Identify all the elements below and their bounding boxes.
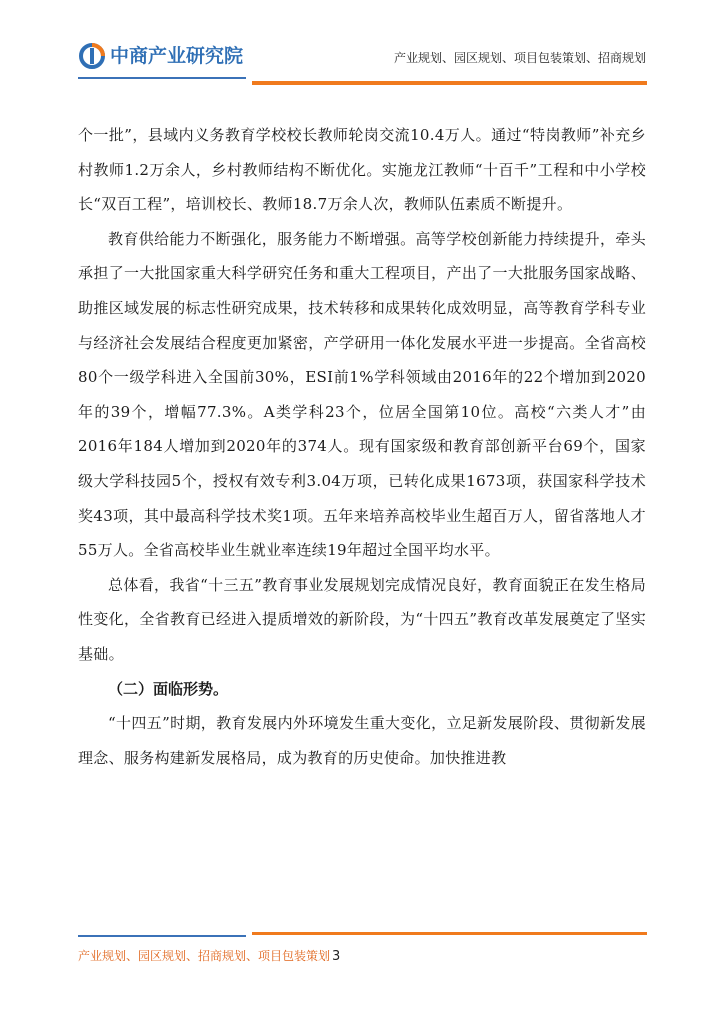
header-tagline: 产业规划、园区规划、项目包装策划、招商规划	[393, 51, 646, 65]
paragraph-teachers: 个一批”，县域内义务教育学校校长教师轮岗交流10.4万人。通过“特岗教师”补充乡村教师1.2万余人，乡村教师结构不断优化。实施龙江教师“十百千”工程和中小学校长“双百工程”，培训校长、教师18.7万余人次，教师队伍素质不断提升。	[78, 126, 646, 214]
page-header	[0, 0, 724, 90]
logo-text: 中商产业研究院	[110, 45, 244, 67]
paragraph-situation: “十四五”时期，教育发展内外环境发生重大变化，立足新发展阶段、贯彻新发展理念、服务构建新发展格局，成为教育的历史使命。加快推进教	[78, 714, 646, 767]
logo-icon	[78, 42, 106, 70]
footer-divider-orange	[252, 932, 647, 935]
paragraph-summary: 总体看，我省“十三五”教育事业发展规划完成情况良好，教育面貌正在发生格局性变化，全省教育已经进入提质增效的新阶段，为“十四五”教育改革发展奠定了坚实基础。	[78, 575, 646, 663]
header-divider-orange	[252, 81, 647, 85]
footer-divider-blue	[78, 935, 246, 937]
page-number: 3	[332, 949, 341, 964]
company-logo	[78, 42, 243, 70]
page-footer	[78, 947, 340, 964]
section-heading: （二）面临形势。	[108, 679, 229, 698]
footer-text: 产业规划、园区规划、招商规划、项目包装策划	[78, 949, 331, 963]
header-divider-blue	[78, 77, 246, 79]
document-body	[78, 118, 646, 775]
paragraph-higher-education: 教育供给能力不断强化，服务能力不断增强。高等学校创新能力持续提升，牵头承担了一大批国家重大科学研究任务和重大工程项目，产出了一大批服务国家战略、助推区域发展的标志性研究成果，技术转移和成果转化成效明显，高等教育学科专业与经济社会发展结合程度更加紧密，产学研用一体化发展水平进一步提高。全省高校80个一级学科进入全国前30%，ESI前1%学科领域由2016年的22个增加到2020年的39个，增幅77.3%。A类学科23个，位居全国第10位。高校“六类人才”由2016年184人增加到2020年的374人。现有国家级和教育部创新平台69个，国家级大学科技园5个，授权有效专利3.04万项，已转化成果1673项，获国家科学技术奖43项，其中最高科学技术奖1项。五年来培养高校毕业生超百万人，留省落地人才55万人。全省高校毕业生就业率连续19年超过全国平均水平。	[78, 229, 646, 560]
